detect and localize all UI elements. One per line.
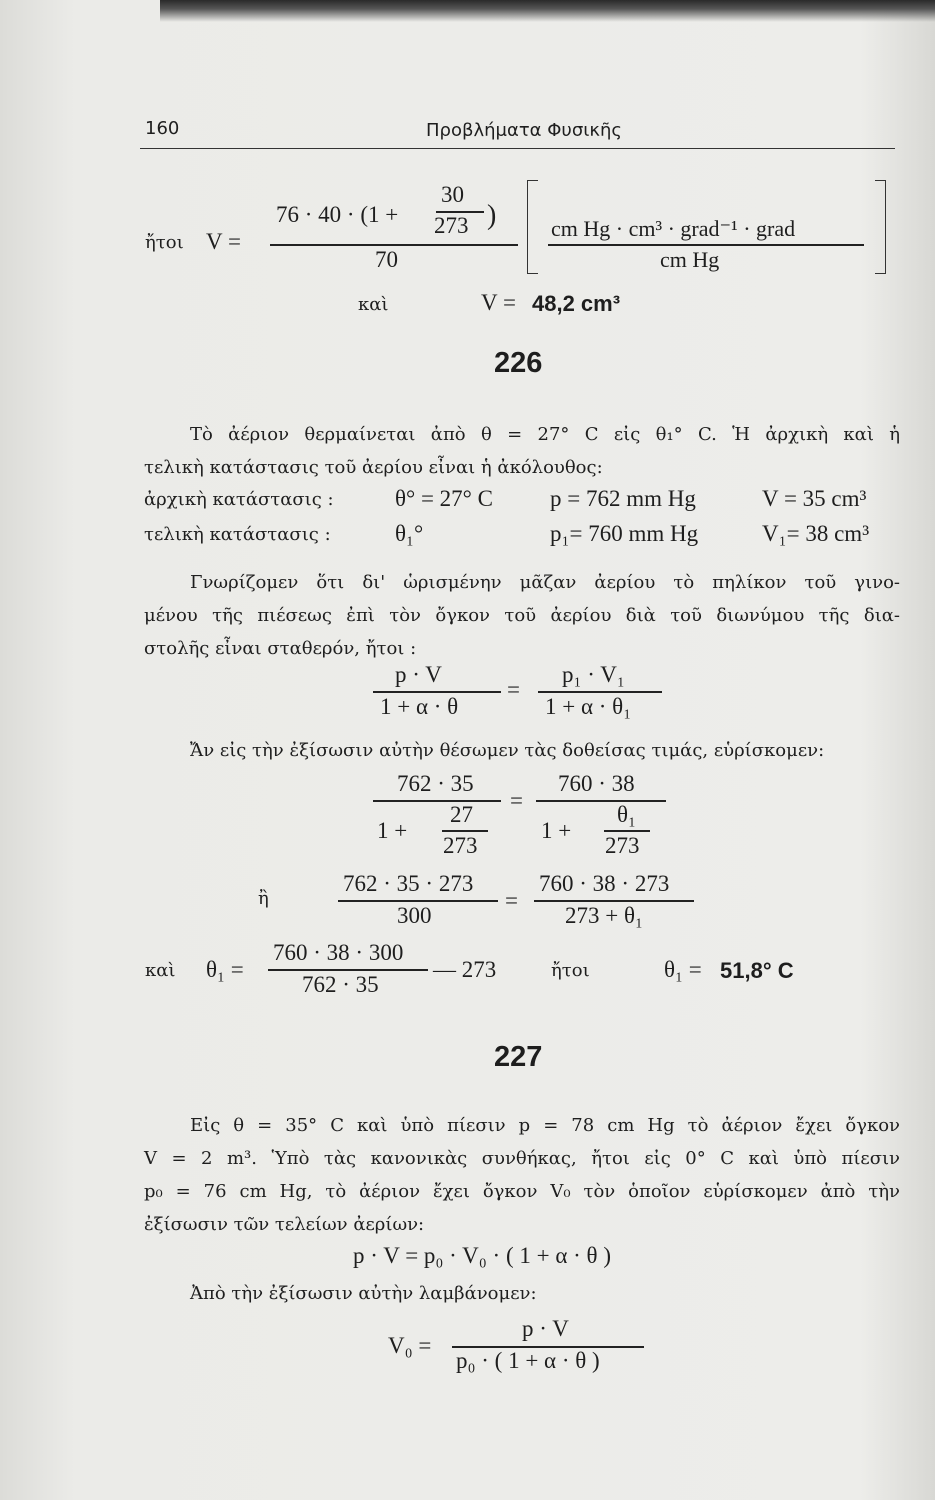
- eq-top-lhs: V =: [206, 229, 241, 254]
- eq226-4-lhs: θ₁ =: [206, 957, 244, 982]
- eq-top-main-rule: [270, 244, 518, 246]
- initial-state-pressure: p = 762 mm Hg: [550, 486, 696, 511]
- eq226-1-r-num: p₁ · V₁: [562, 662, 625, 687]
- eq226-4-mid: ἤτοι: [551, 960, 590, 981]
- eq226-3-r-rule: [534, 900, 694, 902]
- eq-top-result-lhs: V =: [481, 290, 516, 315]
- initial-state-temp: θ° = 27° C: [395, 486, 493, 511]
- sec226-p1-line-1: Τὸ ἀέριον θερμαίνεται ἀπὸ θ = 27° C εἰς θ₁° C. Ἡ ἀρχικὴ καὶ ἡ: [190, 424, 900, 445]
- eq-top-unit-num: cm Hg · cm³ · grad⁻¹ · grad: [551, 216, 796, 241]
- sec227-paragraph-2: Ἀπὸ τὴν ἐξίσωσιν αὐτὴν λαμβάνομεν:: [190, 1283, 537, 1304]
- eq226-4-num: 760 · 38 · 300: [273, 940, 404, 965]
- sec227-p1-line-3: p₀ = 76 cm Hg, τὸ ἀέριον ἔχει ὄγκον V₀ τὸν ὁποῖον εὑρίσκομεν ἀπὸ τὴν: [144, 1181, 900, 1202]
- sec227-p1-line-1: Εἰς θ = 35° C καὶ ὑπὸ πίεσιν p = 78 cm Hg τὸ ἀέριον ἔχει ὄγκον: [190, 1115, 900, 1136]
- eq227-2-num: p · V: [522, 1316, 569, 1341]
- sec227-paragraph-1: [144, 1109, 900, 1241]
- sec226-p2-line-2: μένου τῆς πιέσεως ἐπὶ τὸν ὄγκον τοῦ ἀερίου διὰ τοῦ διωνύμου τῆς δια-: [144, 605, 900, 626]
- final-state-volume: V₁= 38 cm³: [762, 521, 870, 546]
- eq226-2-l-in-den: 273: [443, 833, 478, 858]
- eq226-3-r-den: 273 + θ₁: [565, 903, 644, 928]
- eq226-2-l-in-num: 27: [450, 802, 473, 827]
- final-state-temp: θ₁°: [395, 521, 424, 546]
- eq226-4-tail: — 273: [433, 957, 497, 982]
- scan-top-shadow: [160, 0, 935, 22]
- eq226-2-r-plus: 1 +: [541, 818, 572, 843]
- eq226-3-eq: =: [505, 888, 518, 913]
- eq226-4-lead: καὶ: [145, 960, 176, 981]
- eq226-2-r-rule: [536, 800, 666, 802]
- eq-top-result-value: 48,2 cm³: [532, 291, 621, 316]
- initial-state-label: ἀρχικὴ κατάστασις :: [144, 489, 334, 510]
- eq-top-lead: ἤτοι: [145, 232, 184, 253]
- eq226-1-eq: =: [507, 677, 520, 702]
- unit-bracket-left: [527, 180, 538, 274]
- eq226-1-l-rule: [373, 691, 501, 693]
- final-state-pressure: p₁= 760 mm Hg: [550, 521, 699, 546]
- eq-top-denominator: 70: [375, 247, 398, 272]
- final-state-label: τελικὴ κατάστασις :: [144, 524, 331, 545]
- eq226-4-res-value: 51,8° C: [720, 958, 794, 983]
- sec226-p1-line-2: τελικὴ κατάστασις τοῦ ἀερίου εἶναι ἡ ἀκόλουθος:: [144, 457, 603, 478]
- eq226-4-rule: [268, 969, 428, 971]
- section-227-number: 227: [494, 1041, 543, 1073]
- eq226-1-l-num: p · V: [395, 662, 442, 687]
- eq227-2-den: p₀ · ( 1 + α · θ ): [456, 1348, 600, 1373]
- eq226-3-l-den: 300: [397, 903, 432, 928]
- eq226-2-l-in-rule: [442, 830, 488, 832]
- eq226-4-res-lhs: θ₁ =: [664, 957, 702, 982]
- sec227-p1-line-4: ἐξίσωσιν τῶν τελείων ἀερίων:: [144, 1214, 425, 1235]
- page-number: 160: [145, 118, 180, 139]
- eq226-2-eq: =: [510, 788, 523, 813]
- eq-top-frac-num: 30: [441, 182, 464, 207]
- eq226-2-l-rule: [373, 800, 501, 802]
- sec226-paragraph-3: Ἄν εἰς τὴν ἐξίσωσιν αὐτὴν θέσωμεν τὰς δοθείσας τιμάς, εὑρίσκομεν:: [190, 740, 825, 761]
- eq226-3-l-num: 762 · 35 · 273: [343, 871, 474, 896]
- section-226-number: 226: [494, 347, 543, 379]
- eq226-4-den: 762 · 35: [302, 972, 379, 997]
- eq226-2-r-in-den: 273: [605, 833, 640, 858]
- eq226-3-lead: ἢ: [258, 888, 269, 909]
- sec226-paragraph-2: [144, 566, 900, 665]
- eq-top-close-paren: ): [487, 200, 497, 231]
- eq-top-unit-den: cm Hg: [660, 247, 720, 272]
- eq226-3-l-rule: [338, 900, 498, 902]
- header-rule: [140, 148, 895, 149]
- eq226-2-l-plus: 1 +: [377, 818, 408, 843]
- eq226-2-r-num: 760 · 38: [558, 771, 635, 796]
- eq226-2-l-num: 762 · 35: [397, 771, 474, 796]
- eq226-1-l-den: 1 + α · θ: [380, 694, 459, 719]
- eq-top-unit-rule: [548, 244, 864, 246]
- sec226-paragraph-1: [144, 418, 900, 484]
- initial-state-volume: V = 35 cm³: [762, 486, 867, 511]
- unit-bracket-right: [875, 180, 886, 274]
- eq226-3-r-num: 760 · 38 · 273: [539, 871, 670, 896]
- eq226-2-r-in-rule: [604, 830, 650, 832]
- sec226-p2-line-3: στολῆς εἶναι σταθερόν, ἤτοι :: [144, 638, 417, 659]
- eq226-2-r-in-num: θ₁: [617, 802, 637, 827]
- eq-top-frac-den: 273: [434, 213, 469, 238]
- eq226-1-r-den: 1 + α · θ₁: [545, 694, 632, 719]
- sec226-p2-line-1: Γνωρίζομεν ὅτι δι' ὡρισμένην μᾶζαν ἀερίου τὸ πηλίκον τοῦ γινο-: [190, 572, 900, 593]
- eq-top-result-lead: καὶ: [358, 294, 389, 315]
- running-title: Προβλήματα Φυσικῆς: [426, 120, 622, 141]
- eq226-1-r-rule: [538, 691, 662, 693]
- equation-227-1: p · V = p₀ · V₀ · ( 1 + α · θ ): [353, 1243, 611, 1268]
- eq227-2-lhs: V₀ =: [388, 1333, 432, 1358]
- sec227-p1-line-2: V = 2 m³. Ὑπὸ τὰς κανονικὰς συνθήκας, ἤτοι εἰς 0° C καὶ ὑπὸ πίεσιν: [144, 1148, 900, 1169]
- eq-top-numerator: 76 · 40 · (1 +: [276, 202, 399, 227]
